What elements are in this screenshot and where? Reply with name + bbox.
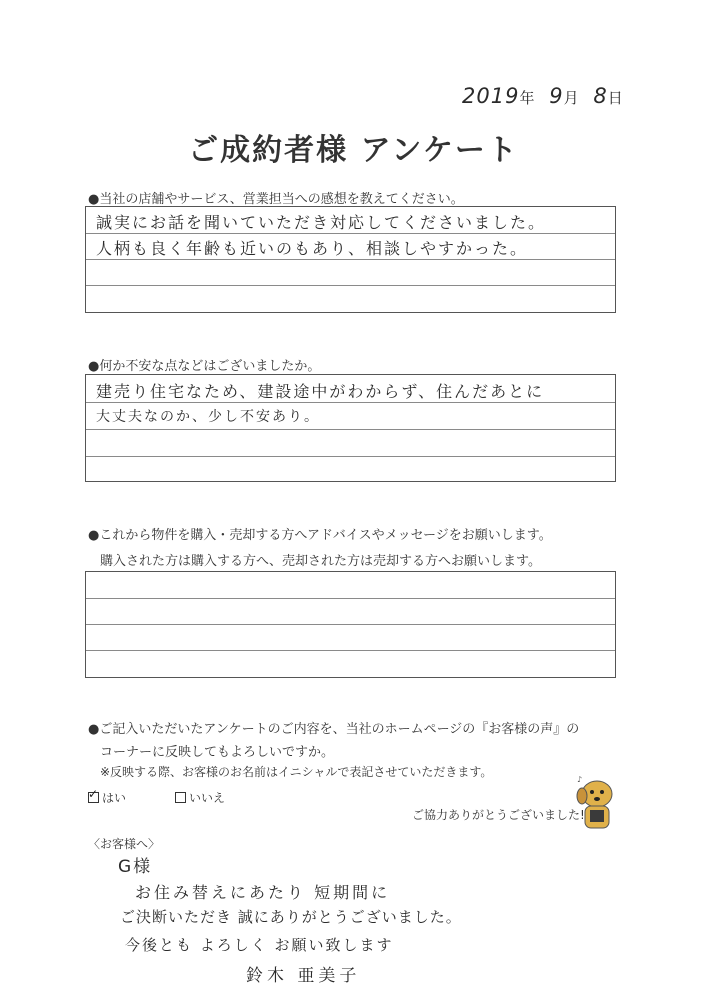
option-yes-label: はい [102,791,127,805]
answer-box-2 [85,374,616,482]
answer-2-line-1: 建売り住宅なため、建設途中がわからず、住んだあとに [96,382,545,401]
answer-box-3 [85,571,616,678]
publish-note: ※反映する際、お客様のお名前はイニシャルで表記させていただきます。 [100,765,493,779]
date-month-unit: 月 [563,89,580,107]
question-3-subtitle: 購入された方は購入する方へ、売却された方は売却する方へお願いします。 [100,554,541,569]
question-3: ●これから物件を購入・売却する方へアドバイスやメッセージをお願いします。 [88,528,552,543]
page-title: ご成約者様 アンケート [188,133,519,168]
answer-1-line-1: 誠実にお話を聞いていただき対応してくださいました。 [96,213,547,232]
checkbox-empty-icon[interactable] [175,792,186,803]
answer-2-line-2: 大丈夫なのか、少し不安あり。 [96,409,320,425]
publish-question-line-1: ●ご記入いただいたアンケートのご内容を、当社のホームページの『お客様の声』の [88,722,580,737]
answer-box-1 [85,206,616,313]
option-no[interactable] [175,789,225,806]
reply-line-1: お住み替えにあたり 短期間に [135,883,391,902]
date-month: 9 [549,84,564,108]
question-1: ●当社の店舗やサービス、営業担当への感想を教えてください。 [88,192,464,207]
date-year-unit: 年 [519,89,536,107]
svg-text:♪: ♪ [577,775,583,784]
reply-line-3: 今後とも よろしく お願い致します [125,936,394,954]
dog-mascot-icon [572,774,622,834]
date-day-unit: 日 [607,89,624,107]
survey-date [462,84,624,108]
date-day: 8 [593,84,608,108]
reply-label: 〈お客様へ〉 [88,837,161,851]
question-2: ●何か不安な点などはございましたか。 [88,359,321,374]
publish-question-line-2: コーナーに反映してもよろしいですか。 [100,745,335,760]
reply-line-2: ご決断いただき 誠にありがとうございました。 [120,908,462,926]
answer-1-line-2: 人柄も良く年齢も近いのもあり、相談しやすかった。 [96,239,529,258]
option-no-label: いいえ [189,791,226,805]
reply-signature: 鈴木 亜美子 [246,966,361,986]
date-year: 2019 [462,84,520,108]
checkbox-checked-icon[interactable] [88,792,99,803]
option-yes[interactable] [88,789,126,806]
thanks-message: ご協力ありがとうございました! [412,808,585,822]
reply-greeting: G様 [118,857,153,877]
